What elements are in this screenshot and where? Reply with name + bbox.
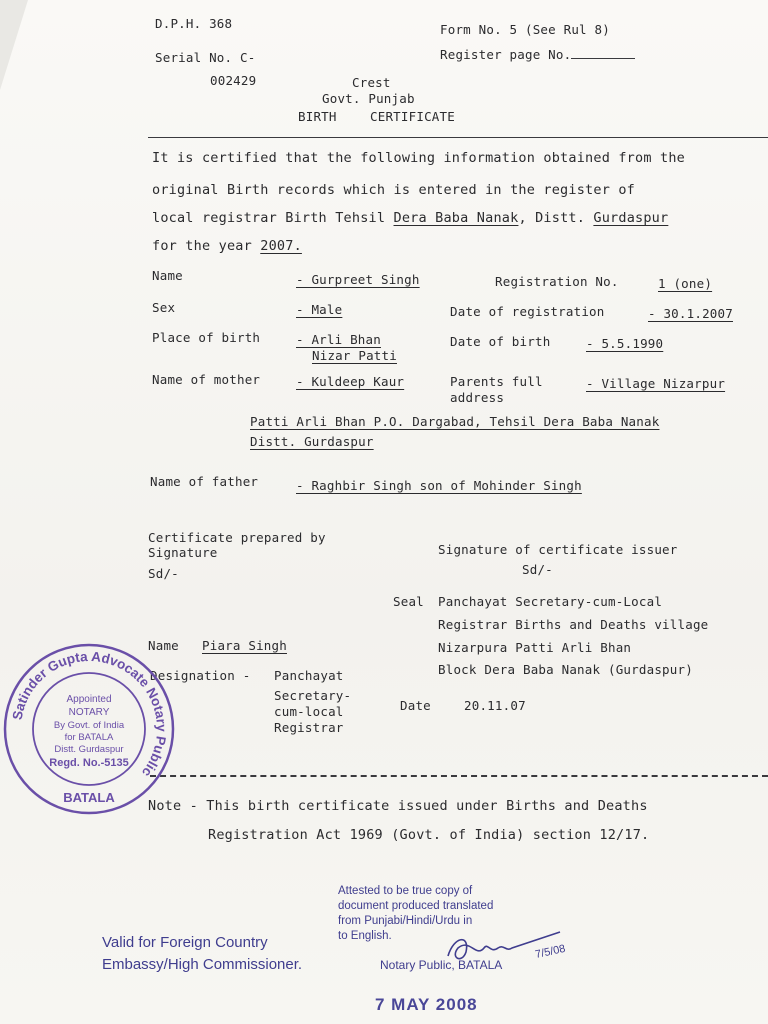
- seal-line-4: Block Dera Baba Nanak (Gurdaspur): [438, 662, 693, 677]
- issue-date-label: Date: [400, 698, 431, 713]
- designation-line-4: Registrar: [274, 720, 344, 735]
- date-of-registration-label: Date of registration: [450, 304, 605, 319]
- issue-date-value: 20.11.07: [464, 698, 526, 713]
- validity-note: [102, 932, 302, 976]
- attestation-line-3: from Punjabi/Hindi/Urdu in: [338, 915, 473, 927]
- name-value: - Gurpreet Singh: [296, 272, 420, 287]
- certificate-heading: CERTIFICATE: [370, 109, 455, 124]
- prepared-by-signature: Sd/-: [148, 566, 179, 581]
- date-of-registration-value: - 30.1.2007: [648, 306, 733, 321]
- attestation-line-4: to English.: [338, 930, 392, 942]
- designation-line-1: Panchayat: [274, 668, 344, 683]
- intro-line-4: for the year 2007.: [152, 238, 302, 254]
- name-label: Name: [152, 268, 183, 283]
- crest-label: Crest: [352, 75, 391, 90]
- seal-line-3: Nizarpura Patti Arli Bhan: [438, 640, 632, 655]
- date-of-birth-value: - 5.5.1990: [586, 336, 664, 351]
- tehsil-value: Dera Baba Nanak: [393, 210, 519, 226]
- place-of-birth-value-1: - Arli Bhan: [296, 332, 381, 347]
- designation-line-3: cum-local: [274, 704, 344, 719]
- intro-line-3: local registrar Birth Tehsil Dera Baba Nanak, Distt. Gurdaspur: [152, 210, 669, 226]
- place-of-birth-value-2: Nizar Patti: [312, 348, 397, 363]
- mother-label: Name of mother: [152, 372, 261, 387]
- father-label: Name of father: [150, 474, 259, 489]
- intro-line-2: original Birth records which is entered in the register of: [152, 182, 636, 198]
- sex-value: - Male: [296, 302, 343, 317]
- stamp-place: BATALA: [63, 790, 115, 805]
- serial-number: 002429: [210, 73, 257, 88]
- birth-heading: BIRTH: [298, 109, 337, 124]
- year-value: 2007.: [260, 238, 302, 254]
- place-of-birth-label: Place of birth: [152, 330, 261, 345]
- stamp-notary: NOTARY: [68, 707, 110, 718]
- stamp-ring-text: Satinder Gupta Advocate Notary Public: [9, 648, 170, 780]
- signer-name-label: Name: [148, 638, 179, 653]
- dph-number: D.P.H. 368: [155, 16, 233, 31]
- note-line-2: Registration Act 1969 (Govt. of India) section 12/17.: [208, 827, 650, 843]
- stamp-regd: Regd. No.-5135: [49, 757, 129, 769]
- date-stamp: 7 MAY 2008: [375, 995, 478, 1014]
- seal-label: Seal: [393, 594, 424, 609]
- registration-no-value: 1 (one): [658, 276, 713, 291]
- note-line-1: Note - This birth certificate issued under Births and Deaths: [148, 798, 648, 814]
- note-divider: [150, 775, 768, 777]
- govt-label: Govt. Punjab: [322, 91, 415, 106]
- address-line-2: Patti Arli Bhan P.O. Dargabad, Tehsil Dera Baba Nanak: [250, 414, 660, 429]
- seal-line-1: Panchayat Secretary-cum-Local: [438, 594, 663, 609]
- parents-address-label-1: Parents full: [450, 374, 543, 389]
- date-of-birth-label: Date of birth: [450, 334, 551, 349]
- prepared-by-label-1: Certificate prepared by: [148, 530, 326, 545]
- issuer-signature: Sd/-: [522, 562, 553, 577]
- stamp-distt: Distt. Gurdaspur: [54, 744, 124, 755]
- signer-name-value: Piara Singh: [202, 638, 287, 653]
- validity-line-2: Embassy/High Commissioner.: [102, 956, 303, 973]
- designation-label: Designation -: [150, 668, 251, 683]
- header-divider: [148, 137, 768, 138]
- notary-public-label: Notary Public, BATALA: [380, 958, 503, 972]
- address-line-1: - Village Nizarpur: [586, 376, 726, 391]
- stamp-for-batala: for BATALA: [64, 732, 114, 743]
- signature-date: 7/5/08: [534, 942, 567, 961]
- attestation-line-2: document produced translated: [338, 900, 494, 912]
- notary-stamp: [0, 640, 178, 818]
- serial-label: Serial No. C-: [155, 50, 256, 65]
- father-value: - Raghbir Singh son of Mohinder Singh: [296, 478, 582, 493]
- form-number: Form No. 5 (See Rul 8): [440, 22, 610, 37]
- issuer-label: Signature of certificate issuer: [438, 542, 678, 557]
- sex-label: Sex: [152, 300, 176, 315]
- stamp-by-govt: By Govt. of India: [53, 720, 125, 731]
- designation-line-2: Secretary-: [274, 688, 352, 703]
- registration-no-label: Registration No.: [495, 274, 619, 289]
- validity-line-1: Valid for Foreign Country: [102, 934, 268, 951]
- intro-line-1: It is certified that the following information obtained from the: [152, 150, 685, 166]
- prepared-by-label-2: Signature: [148, 545, 218, 560]
- parents-address-label-2: address: [450, 390, 505, 405]
- seal-line-2: Registrar Births and Deaths village: [438, 617, 709, 632]
- mother-value: - Kuldeep Kaur: [296, 374, 405, 389]
- register-page-label: Register page No.: [440, 46, 635, 62]
- address-line-3: Distt. Gurdaspur: [250, 434, 374, 449]
- district-value: Gurdaspur: [593, 210, 669, 226]
- folded-corner: [0, 0, 28, 90]
- attestation-line-1: Attested to be true copy of: [338, 885, 473, 897]
- stamp-appointed: Appointed: [66, 694, 112, 705]
